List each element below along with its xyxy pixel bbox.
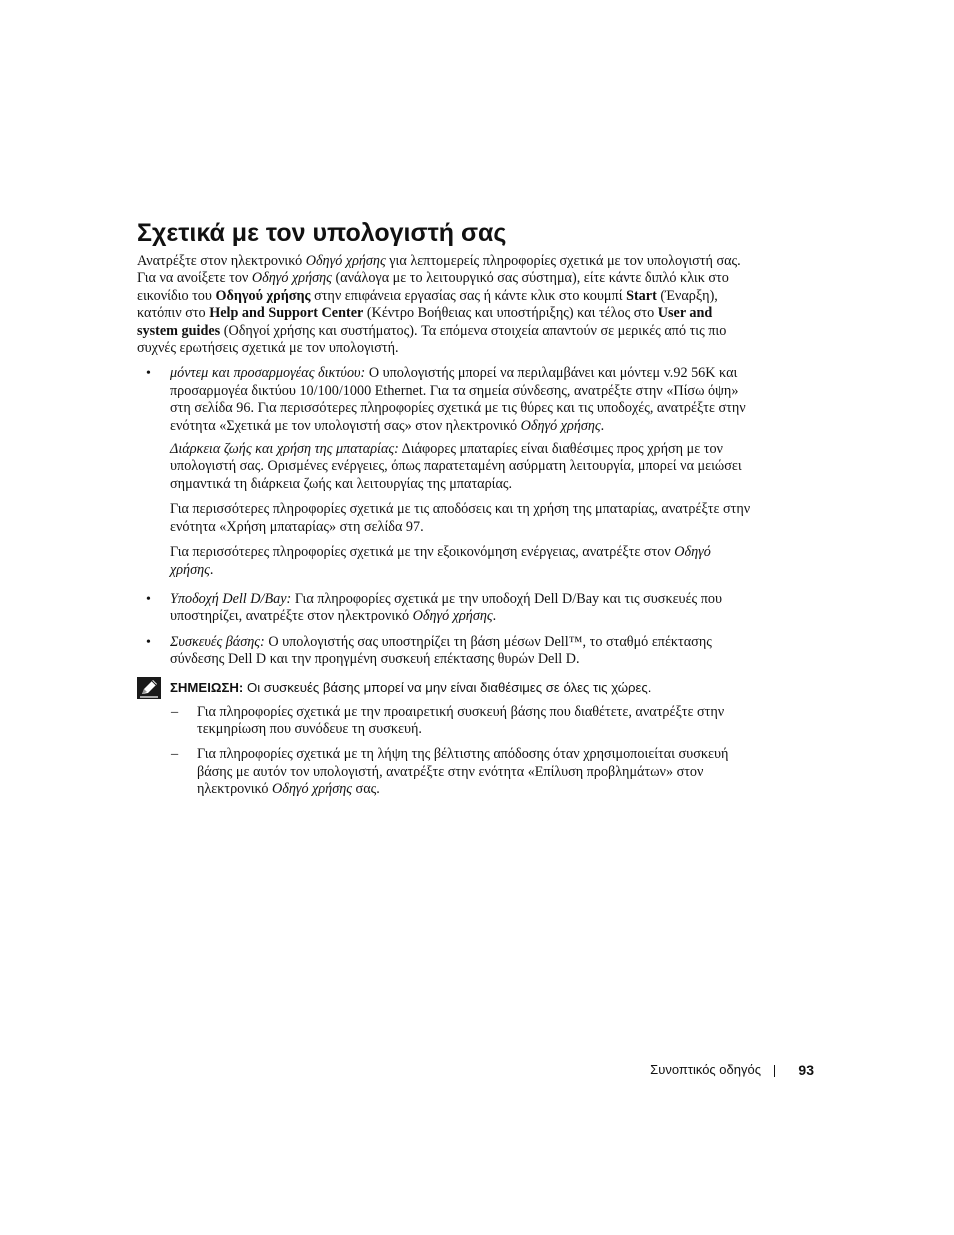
bullet-body: Ο υπολογιστής μπορεί να περιλαμβάνει και μόντεμ v.92 56K και προσαρμογέα δικτύου 10/100/1000 Ethernet. Για τα σημεία σύνδεσης, ανατρέξτε στην «Πίσω όψη» στη σελίδα 96. Για περισσότερες πληροφορίες σχετικά με τις θύρες και τις υποδοχές, ανατρέξτε στην ενότητα «Σχετικά με τον υπολογιστή σας» στον ηλεκτρονικό: [170, 365, 746, 434]
battery-paragraph: [170, 441, 755, 493]
bullet-body: Ο υπολογιστής σας υποστηρίζει τη βάση μέσων Dell™, το σταθμό επέκτασης σύνδεσης Dell D και την προηγμένη συσκευή επέκτασης θυρών Dell D.: [170, 633, 712, 668]
intro-text-2: για λεπτομερείς πληροφορίες σχετικά με τον υπολογιστή σας. Για να ανοίξετε τον: [137, 253, 741, 287]
bullet-term: Συσκευές βάσης:: [170, 633, 265, 650]
battery-paragraph-2: Για περισσότερες πληροφορίες σχετικά με τις αποδόσεις και τη χρήση της μπαταρίας, ανατρέξτε στην ενότητα «Χρήση μπαταρίας» στη σελίδα 97.: [170, 501, 751, 535]
note-text: Οι συσκευές βάσης μπορεί να μην είναι διαθέσιμες σε όλες τις χώρες.: [243, 679, 652, 695]
intro-italic-2: Οδηγό χρήσης: [251, 270, 332, 287]
bullet-list: [137, 365, 755, 668]
page-number: 93: [798, 1062, 814, 1078]
bullet-marker: •: [146, 366, 151, 382]
intro-paragraph: [137, 253, 755, 357]
dash-item: [137, 704, 755, 739]
intro-text-3: (ανάλογα με το λειτουργικό σας σύστημα), είτε κάντε διπλό κλικ στο εικονίδιο του: [137, 270, 729, 304]
bullet-marker: •: [146, 634, 151, 650]
dash-text: Για πληροφορίες σχετικά με την προαιρετική συσκευή βάσης που διαθέτετε, ανατρέξτε στην τεκμηρίωση που συνόδευε τη συσκευή.: [197, 703, 725, 737]
dash-marker: –: [171, 703, 179, 720]
intro-text-4: στην επιφάνεια εργασίας σας ή κάντε κλικ στο κουμπί: [310, 287, 627, 304]
intro-italic-1: Οδηγό χρήσης: [305, 253, 386, 269]
intro-bold-start: Start: [626, 287, 657, 304]
dash-item: [137, 746, 755, 798]
pencil-note-icon: [137, 677, 161, 699]
bullet-text: [170, 634, 755, 669]
intro-text-1: Ανατρέξτε στον ηλεκτρονικό: [137, 253, 306, 269]
battery-p3-text: Για περισσότερες πληροφορίες σχετικά με την εξοικονόμηση ενέργειας, ανατρέξτε στον: [170, 544, 675, 561]
intro-bold-user-guides: User and system guides: [137, 305, 713, 339]
dash-tail: σας.: [352, 781, 380, 798]
bullet-body: Για πληροφορίες σχετικά με την υποδοχή Dell D/Bay και τις συσκευές που υποστηρίζει, ανατρέξτε στον ηλεκτρονικό: [170, 590, 722, 625]
intro-bold-1: Οδηγού χρήσης: [215, 287, 311, 304]
intro-text-5: (Έναρξη), κατόπιν στο: [137, 287, 718, 322]
note-box: [137, 679, 755, 696]
battery-text: Διάφορες μπαταρίες είναι διαθέσιμες προς χρήση με τον υπολογιστή σας. Ορισμένες ενέργειες, όπως παρατεταμένη ασύρματη λειτουργία, μπορεί να μειώσει σημαντικά τη διάρκεια ζωής και λειτουργίας της μπαταρίας.: [170, 441, 742, 492]
dash-text: Για πληροφορίες σχετικά με τη λήψη της βέλτιστης απόδοσης όταν χρησιμοποιείται συσκευή βάσης με αυτόν τον υπολογιστή, ανατρέξτε στην ενότητα «Επίλυση προβλημάτων» στον ηλεκτρονικό: [197, 746, 729, 798]
intro-text-7: (Οδηγοί χρήσης και συστήματος). Τα επόμενα στοιχεία απαντούν σε μερικές από τις πιο συχνές ερωτήσεις σχετικά με τον υπολογιστή.: [137, 322, 727, 357]
battery-term: Διάρκεια ζωής και χρήση της μπαταρίας:: [170, 441, 399, 458]
battery-p3-italic: Οδηγό χρήσης: [170, 544, 711, 578]
intro-bold-help-center: Help and Support Center: [209, 305, 364, 322]
footer-divider: [774, 1065, 775, 1077]
bullet-marker: •: [146, 591, 151, 607]
intro-text-6: (Κέντρο Βοήθειας και υποστήριξης) και τέλος στο: [363, 305, 658, 322]
dash-italic: Οδηγό χρήσης: [272, 781, 352, 798]
footer-title: Συνοπτικός οδηγός: [650, 1062, 761, 1077]
bullet-text: [170, 365, 755, 435]
dash-marker: –: [171, 746, 179, 763]
list-item: [137, 365, 755, 578]
bullet-italic: Οδηγό χρήσης: [412, 608, 493, 625]
bullet-term: μόντεμ και προσαρμογέας δικτύου:: [170, 365, 366, 382]
bullet-tail: .: [600, 417, 605, 434]
main-content: [137, 253, 755, 807]
bullet-italic: Οδηγό χρήσης: [520, 417, 601, 434]
page-footer: [600, 1061, 814, 1081]
bullet-tail: .: [492, 608, 497, 625]
battery-paragraph-3: [170, 544, 755, 579]
bullet-text: [170, 591, 755, 626]
list-item: [137, 634, 755, 669]
page-title: Σχετικά με τον υπολογιστή σας: [137, 219, 507, 247]
bullet-term: Υποδοχή Dell D/Bay:: [170, 590, 292, 607]
list-item: [137, 591, 755, 626]
battery-p3-tail: .: [209, 561, 214, 578]
note-label: ΣΗΜΕΙΩΣΗ:: [170, 679, 244, 695]
